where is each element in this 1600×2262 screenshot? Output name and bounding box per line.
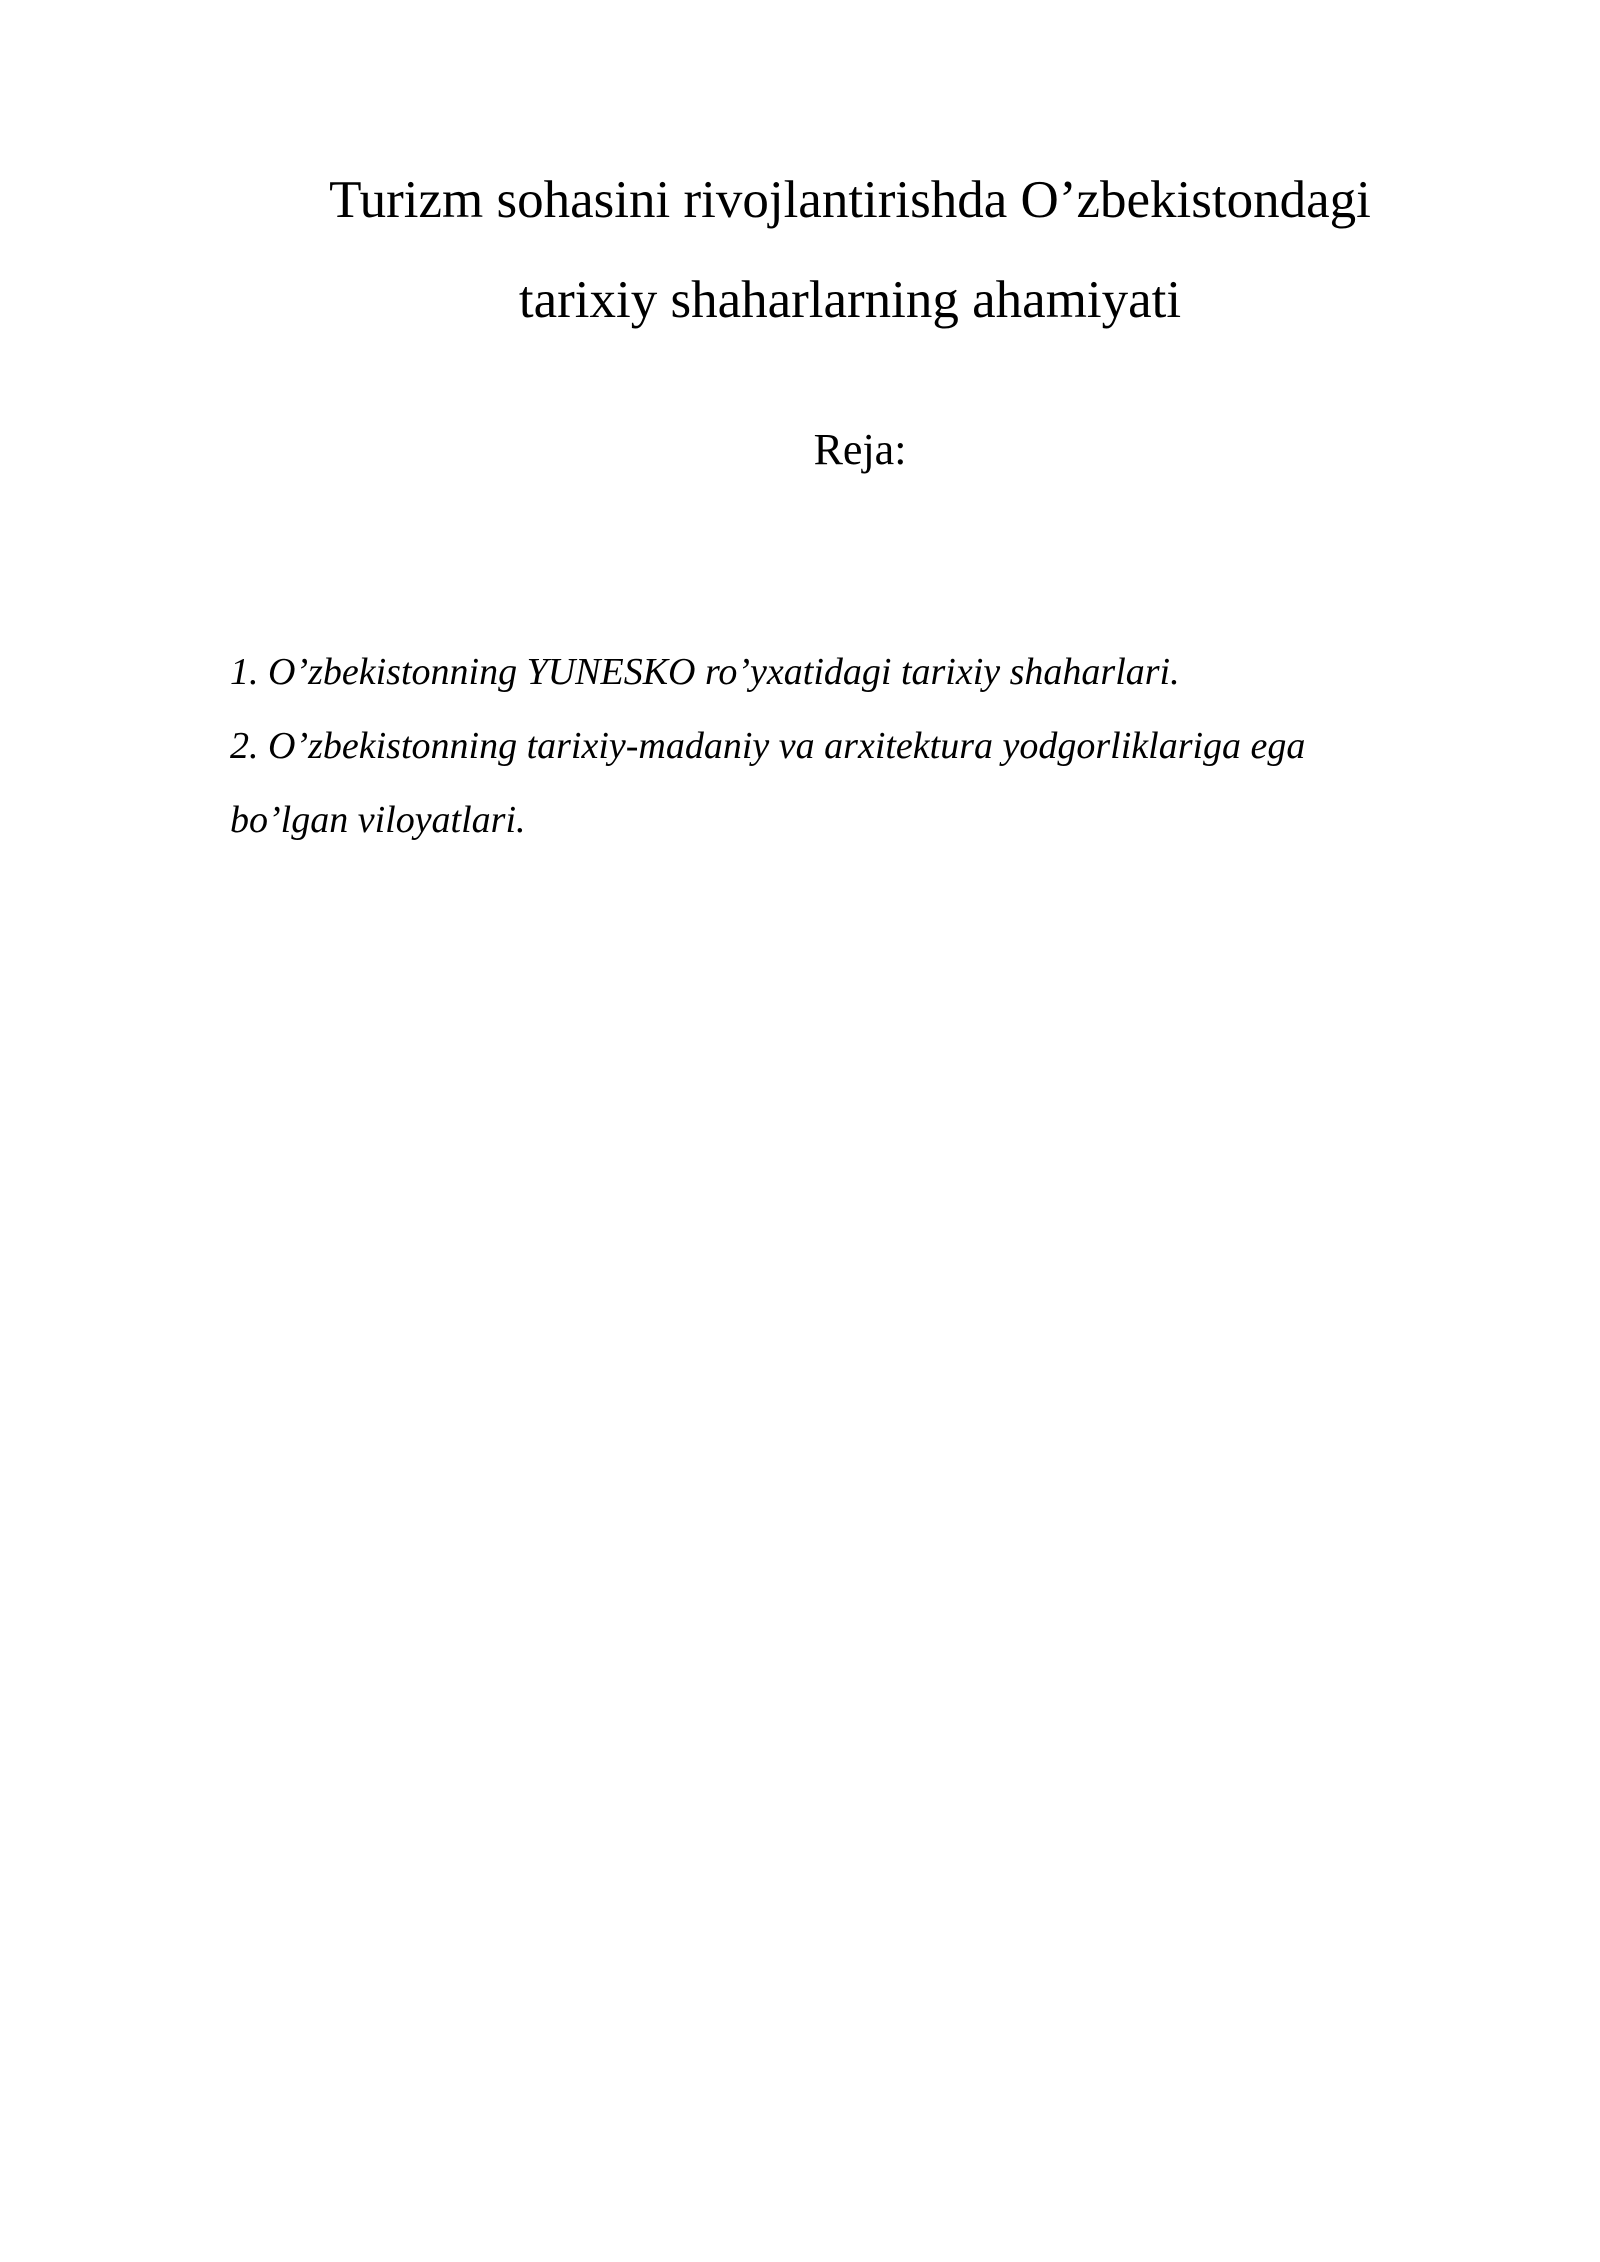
plan-heading: Reja: [813, 425, 907, 474]
plan-item-1-text: 1. O’zbekistonning YUNESKO ro’yxatidagi tarixiy shaharlari. [230, 651, 1180, 693]
plan-item-2 [230, 709, 1480, 857]
document-title-line-1: Turizm sohasini rivojlantirishda O’zbekistondagi [329, 171, 1371, 229]
plan-list [230, 635, 1480, 857]
plan-item-1 [230, 635, 1480, 709]
document-title [200, 150, 1500, 350]
plan-item-2-text-line-2: bo’lgan viloyatlari. [230, 799, 526, 841]
document-title-line-2: tarixiy shaharlarning ahamiyati [518, 271, 1182, 329]
plan-item-2-text-line-1: 2. O’zbekistonning tarixiy-madaniy va arxitektura yodgorliklariga ega [230, 725, 1306, 767]
